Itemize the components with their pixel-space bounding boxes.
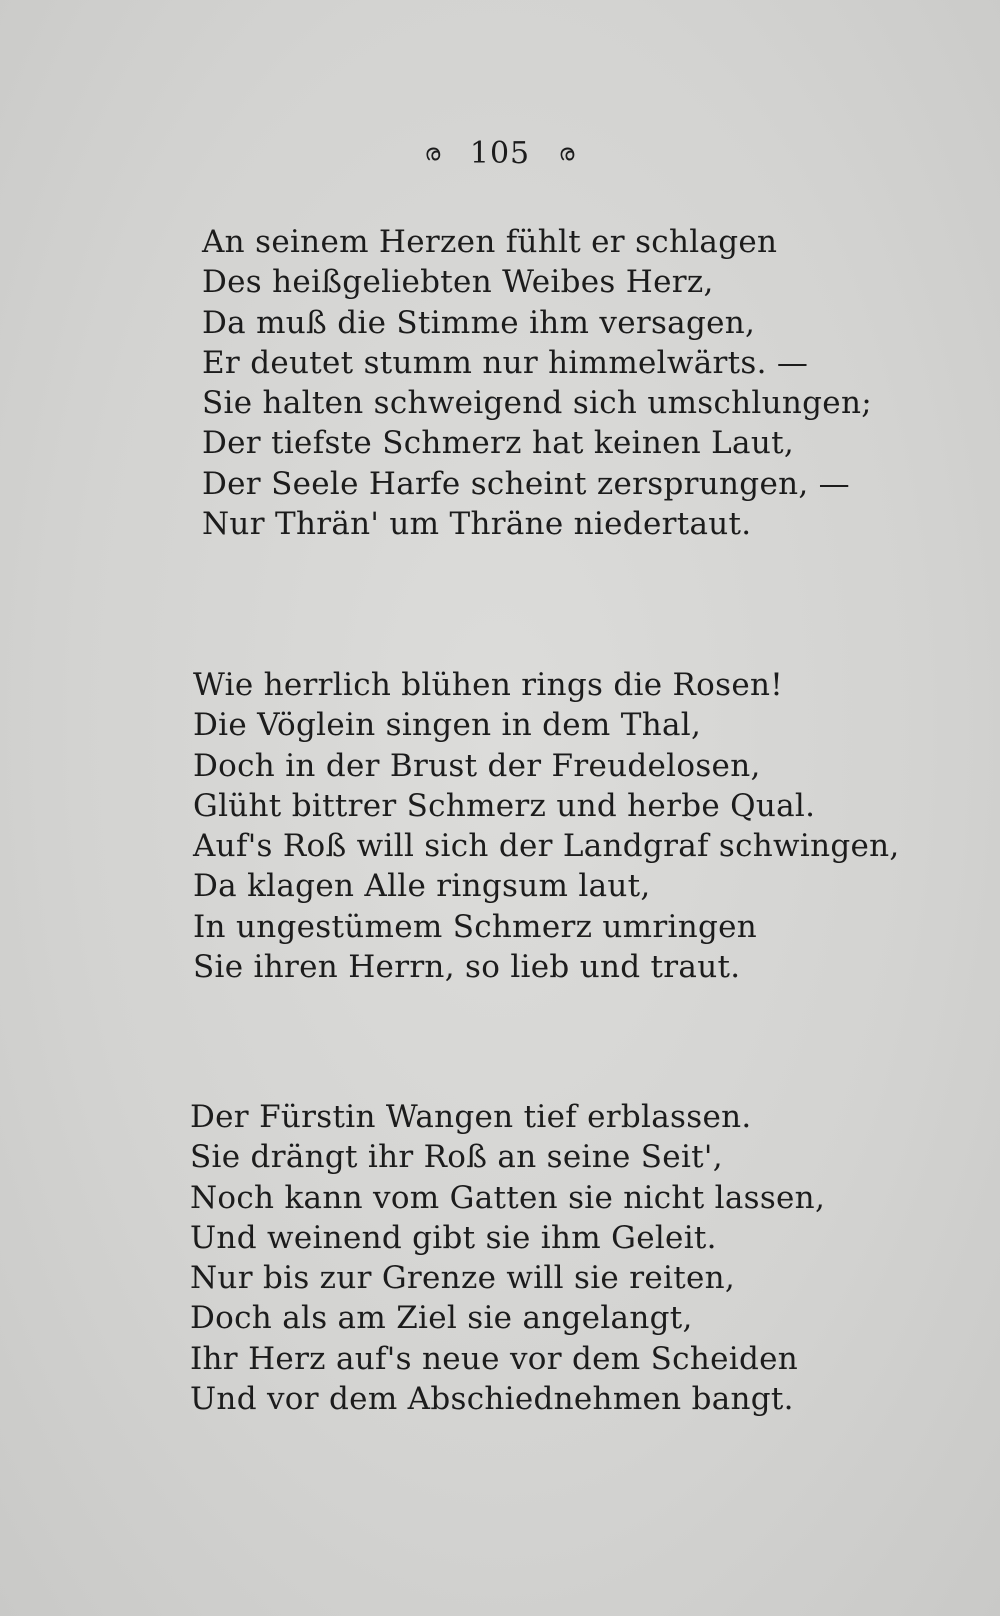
verse-line: Und weinend gibt sie ihm Geleit. — [190, 1219, 717, 1256]
verse-line: Der tiefste Schmerz hat keinen Laut, — [202, 425, 795, 462]
stanza-1 — [202, 222, 872, 544]
ornament-right-icon: ര — [558, 141, 576, 166]
verse-line: Da klagen Alle ringsum laut, — [193, 868, 651, 905]
verse-line: An seinem Herzen fühlt er schlagen — [202, 224, 778, 260]
verse-line: Die Vöglein singen in dem Thal, — [193, 707, 702, 744]
verse-line: Doch in der Brust der Freudelosen, — [193, 747, 761, 784]
verse-line: Nur bis zur Grenze will sie reiten, — [190, 1260, 736, 1297]
verse-line: Nur Thrän' um Thräne niedertaut. — [202, 506, 752, 543]
verse-line: In ungestümem Schmerz umringen — [193, 908, 758, 945]
ornament-left-icon: ര — [424, 141, 442, 166]
verse-line: Da muß die Stimme ihm versagen, — [202, 304, 756, 341]
verse-line: Sie ihren Herrn, so lieb und traut. — [193, 949, 741, 986]
verse-line: Und vor dem Abschiednehmen bangt. — [190, 1381, 794, 1418]
stanza-3 — [190, 1097, 825, 1419]
verse-line: Der Seele Harfe scheint zersprungen, — — [202, 465, 850, 502]
verse-line: Noch kann vom Gatten sie nicht lassen, — [190, 1179, 826, 1216]
verse-line: Der Fürstin Wangen tief erblassen. — [190, 1099, 752, 1135]
verse-line: Glüht bittrer Schmerz und herbe Qual. — [193, 787, 816, 824]
verse-line: Wie herrlich blühen rings die Rosen! — [193, 667, 783, 703]
verse-line: Sie drängt ihr Roß an seine Seit', — [190, 1139, 723, 1176]
verse-line: Er deutet stumm nur himmelwärts. — — [202, 344, 809, 381]
stanza-2 — [193, 665, 900, 987]
verse-line: Doch als am Ziel sie angelangt, — [190, 1300, 693, 1337]
page-header — [0, 136, 1000, 171]
page-number: 105 — [469, 136, 531, 171]
verse-line: Auf's Roß will sich der Landgraf schwingen, — [193, 828, 900, 865]
verse-line: Ihr Herz auf's neue vor dem Scheiden — [190, 1340, 799, 1377]
verse-line: Des heißgeliebten Weibes Herz, — [202, 264, 714, 301]
verse-line: Sie halten schweigend sich umschlungen; — [202, 385, 872, 422]
